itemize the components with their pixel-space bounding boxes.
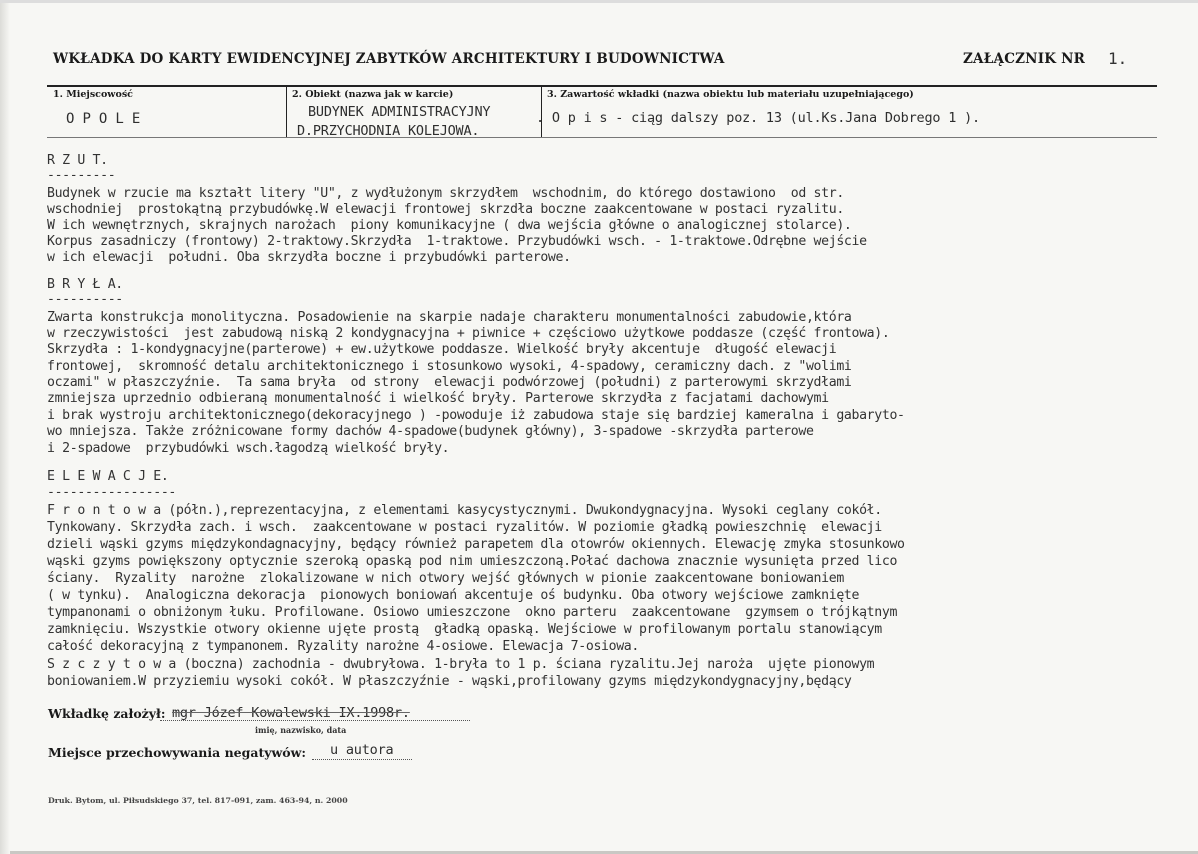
body-line: zamknięciu. Wszystkie otwory okienne ujęte prostą gładką opaską. Wejściowe w profilowanym portalu stanowiącym bbox=[47, 622, 882, 637]
body-line: ---------- bbox=[47, 292, 123, 307]
body-line: ----------------- bbox=[47, 485, 177, 500]
body-line: oczami" w płaszczyźnie. Ta sama bryła od strony elewacji podwórzowej (południ) z parterowymi skrzydłami bbox=[47, 375, 852, 390]
body-line: i brak wystroju architektonicznego(dekoracyjnego ) -powoduje iż zabudowa staje się bardziej kameralna i gabaryto- bbox=[47, 408, 905, 423]
body-line: Korpus zasadniczy (frontowy) 2-traktowy.Skrzydła 1-traktowe. Przybudówki wsch. - 1-traktowe.Odrębne wejście bbox=[47, 234, 867, 249]
body-line: Budynek w rzucie ma kształt litery "U", z wydłużonym skrzydłem wschodnim, do którego dostawiono od str. bbox=[47, 186, 844, 201]
author-hint: imię, nazwisko, data bbox=[255, 725, 347, 735]
body-line: w ich elewacji południ. Oba skrzydła boczne i przybudówki parterowe. bbox=[47, 250, 571, 265]
annex-number: 1. bbox=[1108, 49, 1128, 68]
body-line: boniowaniem.W przyziemiu wysoki cokół. W płaszczyźnie - wąski,profilowany gzyms międzykondygnacyjny,będący bbox=[47, 674, 852, 689]
fields-bottom-rule bbox=[47, 137, 1157, 138]
body-line: ( w tynku). Analogiczna dekoracja pionowych boniowań akcentuje oś budynku. Oba otwory wejściowe zamknięte bbox=[47, 588, 860, 603]
body-line: Skrzydła : 1-kondygnacyjne(parterowe) + ew.użytkowe poddasze. Wielkość bryły akcentuje długość elewacji bbox=[47, 342, 837, 357]
body-line: S z c z y t o w a (boczna) zachodnia - dwubryłowa. 1-bryła to 1 p. ściana ryzalitu.Jej naroża ujęte pionowym bbox=[47, 657, 875, 672]
header-rule bbox=[47, 85, 1157, 87]
object-label: 2. Obiekt (nazwa jak w karcie) bbox=[292, 89, 454, 100]
negatives-dotted-line bbox=[312, 759, 412, 760]
body-line: F r o n t o w a (półn.),reprezentacyjna, z elementami kasycystycznymi. Dwukondygnacyjna. Wysoki ceglany cokół. bbox=[47, 503, 882, 518]
body-line: R Z U T. bbox=[47, 153, 108, 168]
body-line: zmniejsza uprzednio odbieraną monumentalność i wielkość bryły. Parterowe skrzydła z facjatami dachowymi bbox=[47, 391, 829, 406]
author-label: Wkładkę założył: bbox=[48, 706, 166, 721]
body-line: Zwarta konstrukcja monolityczna. Posadowienie na skarpie nadaje charakteru monumentalności zabudowie,która bbox=[47, 310, 852, 325]
author-value: mgr Józef Kowalewski IX.1998r. bbox=[172, 705, 410, 721]
field-divider-1 bbox=[286, 86, 287, 138]
negatives-value: u autora bbox=[330, 742, 394, 758]
object-value-line2: D.PRZYCHODNIA KOLEJOWA. bbox=[297, 123, 480, 139]
author-dotted-line bbox=[160, 720, 470, 721]
content-value: . O p i s - ciąg dalszy poz. 13 (ul.Ks.Jana Dobrego 1 ). bbox=[536, 110, 980, 126]
locality-label: 1. Miejscowość bbox=[53, 89, 133, 100]
body-line: tympanonami o obniżonym łuku. Profilowane. Osiowo umieszczone okno parteru zaakcentowane gzymsem o trójkątnym bbox=[47, 605, 898, 620]
body-line: --------- bbox=[47, 168, 116, 183]
body-line: Tynkowany. Skrzydła zach. i wsch. zaakcentowane w postaci ryzalitów. W poziomie gładką powieszchnię elewacji bbox=[47, 520, 882, 535]
body-line: wąski gzyms powiększony optycznie szeroką opaską pod nim umieszczoną.Połać dachowa znacznie wysunięta przed lico bbox=[47, 554, 898, 569]
body-line: w rzeczywistości jest zabudową niską 2 kondygnacyjna + piwnice + częściowo użytkowe poddasze (część frontowa). bbox=[47, 326, 890, 341]
print-info: Druk. Bytom, ul. Piłsudskiego 37, tel. 817-091, zam. 463-94, n. 2000 bbox=[48, 796, 348, 805]
negatives-label: Miejsce przechowywania negatywów: bbox=[48, 745, 306, 760]
body-line: B R Y Ł A. bbox=[47, 277, 123, 292]
body-line: i 2-spadowe przybudówki wsch.łagodzą wielkość bryły. bbox=[47, 441, 450, 456]
body-line: dzieli wąski gzyms międzykondagnacyjny, będący również parapetem dla otowrów okiennych. Elewację zmyka stosunkowo bbox=[47, 537, 905, 552]
body-line: frontowej, skromność detalu architektonicznego i stosunkowo wysoki, 4-spadowy, ceramiczny dach. z "wolimi bbox=[47, 359, 852, 374]
locality-value: O P O L E bbox=[66, 111, 141, 127]
body-line: całość dekoracyjną z tympanonem. Ryzality narożne 4-osiowe. Elewacja 7-osiowa. bbox=[47, 639, 639, 654]
annex-label: ZAŁĄCZNIK NR bbox=[963, 51, 1086, 67]
body-line: E L E W A C J E. bbox=[47, 469, 169, 484]
body-line: ściany. Ryzality narożne zlokalizowane w nich otwory wejść głównych w pionie zaakcentowane boniowaniem bbox=[47, 571, 844, 586]
body-line: wo mniejsza. Także zróżnicowane formy dachów 4-spadowe(budynek główny), 3-spadowe -skrzydła parterowe bbox=[47, 424, 814, 439]
form-title: WKŁADKA DO KARTY EWIDENCYJNEJ ZABYTKÓW ARCHITEKTURY I BUDOWNICTWA bbox=[53, 51, 725, 67]
content-label: 3. Zawartość wkładki (nazwa obiektu lub materiału uzupełniającego) bbox=[547, 89, 914, 100]
body-line: W ich wewnętrznych, skrajnych narożach piony komunikacyjne ( dwa wejścia główne o analogicznej stolarce). bbox=[47, 218, 852, 233]
object-value-line1: BUDYNEK ADMINISTRACYJNY bbox=[308, 104, 491, 120]
body-line: wschodniej prostokątną przybudówkę.W elewacji frontowej skrzdła boczne zaakcentowane w postaci ryzalitu. bbox=[47, 202, 844, 217]
